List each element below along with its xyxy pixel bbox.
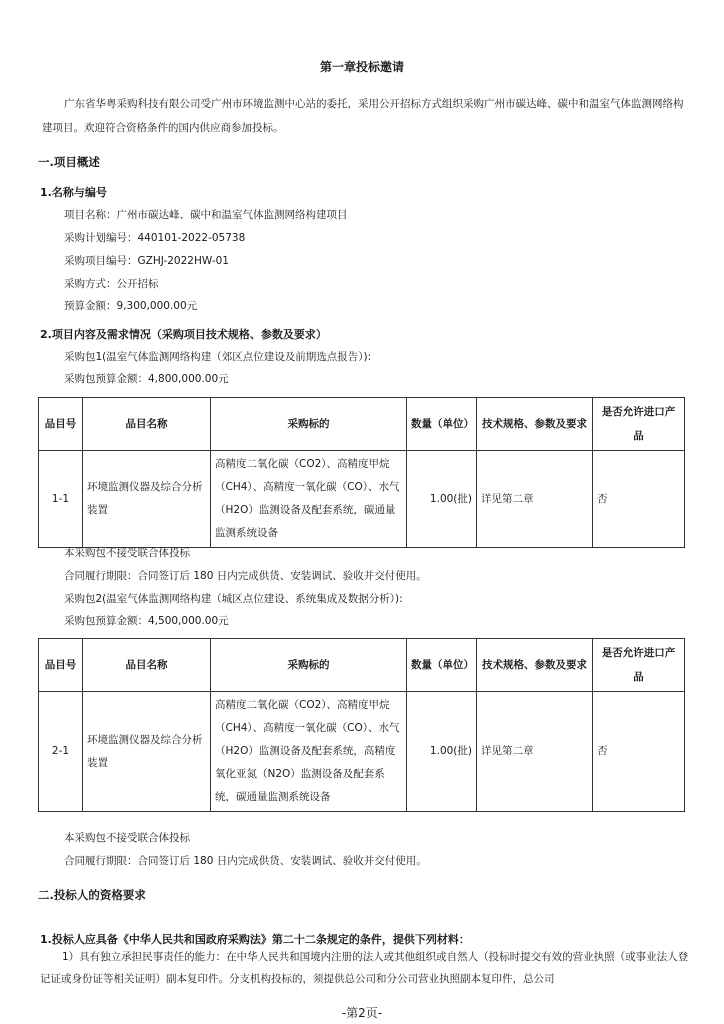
package2-note-term: 合同履行期限：合同签订后 180 日内完成供货、安装调试、验收并交付使用。 bbox=[64, 855, 427, 867]
package2-line: 采购包2(温室气体监测网络构建（城区点位建设、系统集成及数据分析）): bbox=[64, 593, 403, 605]
header-target: 采购标的 bbox=[211, 398, 407, 451]
header-item-no: 品目号 bbox=[39, 639, 83, 692]
section-heading-overview: 一.项目概述 bbox=[38, 155, 100, 169]
header-import: 是否允许进口产品 bbox=[593, 639, 685, 692]
project-number-line: 采购项目编号：GZHJ-2022HW-01 bbox=[64, 255, 229, 267]
header-spec: 技术规格、参数及要求 bbox=[477, 398, 593, 451]
subheading-project-content: 2.项目内容及需求情况（采购项目技术规格、参数及要求） bbox=[40, 328, 327, 341]
header-item-no: 品目号 bbox=[39, 398, 83, 451]
budget-line: 预算金额：9,300,000.00元 bbox=[64, 300, 198, 312]
cell-import: 否 bbox=[593, 451, 685, 548]
package1-line: 采购包1(温室气体监测网络构建（郊区点位建设及前期选点报告）): bbox=[64, 351, 372, 363]
cell-import: 否 bbox=[593, 692, 685, 812]
intro-paragraph: 广东省华粤采购科技有限公司受广州市环境监测中心站的委托，采用公开招标方式组织采购广州市碳达峰、碳中和温室气体监测网络构建项目。欢迎符合资格条件的国内供应商参加投标。 bbox=[42, 98, 684, 134]
table-row bbox=[39, 451, 685, 548]
section-heading-qualifications: 二.投标人的资格要求 bbox=[38, 888, 146, 902]
header-import: 是否允许进口产品 bbox=[593, 398, 685, 451]
subheading-bidder-conditions: 1.投标人应具备《中华人民共和国政府采购法》第二十二条规定的条件，提供下列材料： bbox=[40, 933, 470, 946]
package2-table bbox=[38, 638, 685, 812]
project-name-line: 项目名称：广州市碳达峰、碳中和温室气体监测网络构建项目 bbox=[64, 209, 348, 221]
cell-item-no: 1-1 bbox=[39, 451, 83, 548]
plan-number-line: 采购计划编号：440101-2022-05738 bbox=[64, 232, 246, 244]
header-item-name: 品目名称 bbox=[83, 639, 211, 692]
package1-note-consortium: 本采购包不接受联合体投标 bbox=[64, 547, 190, 559]
package1-budget: 采购包预算金额：4,800,000.00元 bbox=[64, 373, 229, 385]
table-row bbox=[39, 692, 685, 812]
header-item-name: 品目名称 bbox=[83, 398, 211, 451]
cell-qty: 1.00(批) bbox=[407, 451, 477, 548]
package1-table bbox=[38, 397, 685, 548]
cell-qty: 1.00(批) bbox=[407, 692, 477, 812]
cell-target: 高精度二氧化碳（CO2）、高精度甲烷（CH4）、高精度一氧化碳（CO）、水气（H2O）监测设备及配套系统，碳通量监测系统设备 bbox=[211, 451, 407, 548]
cell-spec: 详见第二章 bbox=[477, 451, 593, 548]
table-header-row bbox=[39, 398, 685, 451]
header-target: 采购标的 bbox=[211, 639, 407, 692]
package1-note-term: 合同履行期限：合同签订后 180 日内完成供货、安装调试、验收并交付使用。 bbox=[64, 570, 427, 582]
qualification-paragraph: 1）具有独立承担民事责任的能力：在中华人民共和国境内注册的法人或其他组织或自然人（投标时提交有效的营业执照（或事业法人登记证或身份证等相关证明）副本复印件。分支机构投标的，须提供总公司和分公司营业执照副本复印件，总公司 bbox=[40, 951, 689, 985]
cell-spec: 详见第二章 bbox=[477, 692, 593, 812]
cell-item-name: 环境监测仪器及综合分析装置 bbox=[83, 692, 211, 812]
procurement-method-line: 采购方式：公开招标 bbox=[64, 278, 159, 290]
package2-budget: 采购包预算金额：4,500,000.00元 bbox=[64, 615, 229, 627]
cell-item-no: 2-1 bbox=[39, 692, 83, 812]
header-qty: 数量（单位） bbox=[407, 398, 477, 451]
cell-target: 高精度二氧化碳（CO2）、高精度甲烷（CH4）、高精度一氧化碳（CO）、水气（H2O）监测设备及配套系统，高精度氧化亚氮（N2O）监测设备及配套系统，碳通量监测系统设备 bbox=[211, 692, 407, 812]
package2-note-consortium: 本采购包不接受联合体投标 bbox=[64, 832, 190, 844]
cell-item-name: 环境监测仪器及综合分析装置 bbox=[83, 451, 211, 548]
header-spec: 技术规格、参数及要求 bbox=[477, 639, 593, 692]
page-number: -第2页- bbox=[341, 1006, 383, 1020]
page-title: 第一章投标邀请 bbox=[319, 60, 404, 74]
subheading-name-and-number: 1.名称与编号 bbox=[40, 186, 107, 199]
table-header-row bbox=[39, 639, 685, 692]
header-qty: 数量（单位） bbox=[407, 639, 477, 692]
